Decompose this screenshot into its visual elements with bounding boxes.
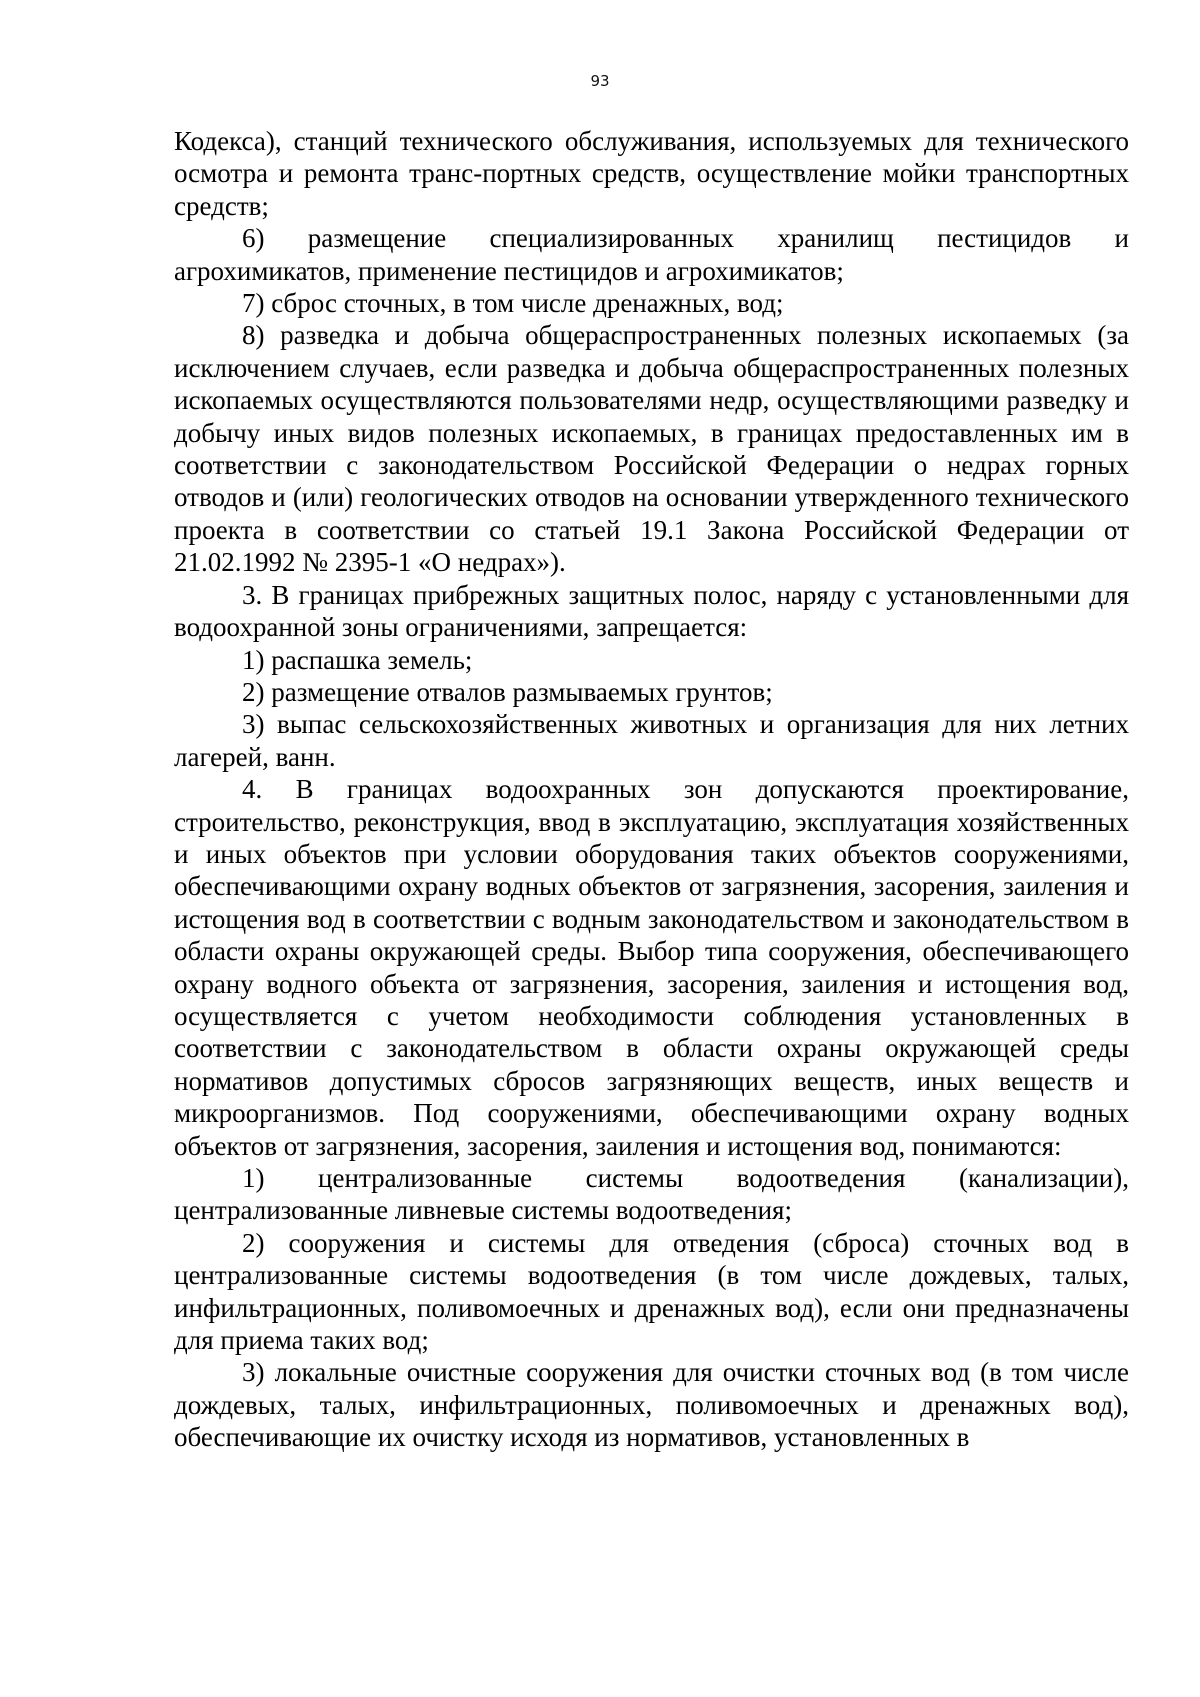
paragraph: 2) размещение отвалов размываемых грунтов; — [242, 676, 773, 707]
paragraph: 7) сброс сточных, в том числе дренажных, вод; — [242, 288, 784, 319]
paragraph: 1) распашка земель; — [242, 644, 473, 675]
paragraph: 6) размещение специализированных хранилищ пестицидов и агрохимикатов, применение пестицидов и агрохимикатов; — [174, 223, 1129, 286]
page-number: 93 — [590, 72, 610, 90]
paragraph: 3. В границах прибрежных защитных полос, наряду с установленными для водоохранной зоны ограничениями, запрещается: — [174, 579, 1129, 643]
document-body — [174, 125, 1129, 1454]
paragraph: 3) локальные очистные сооружения для очистки сточных вод (в том числе дождевых, талых, инфильтрационных, поливомоечных и дренажных вод), обеспечивающие их очистку исходя из нормативов, установленных в — [174, 1357, 1129, 1453]
paragraph: 8) разведка и добыча общераспространенных полезных ископаемых (за исключением случаев, если разведка и добыча общераспространенных полезных ископаемых осуществляются пользователями недр, осуществляющими разведку и добычу иных видов полезных ископаемых, в границах предоставленных им в соответствии с законодательством Российской Федерации о недрах горных отводов и (или) геологических отводов на основании утвержденного технического проекта в соответствии со статьей 19.1 Закона Российской Федерации от 21.02.1992 № 2395-1 «О недрах»). — [174, 320, 1129, 578]
paragraph: 3) выпас сельскохозяйственных животных и организация для них летних лагерей, ванн. — [174, 709, 1129, 772]
paragraph: Кодекса), станций технического обслуживания, используемых для технического осмотра и ремонта транс-портных средств, осуществление мойки транспортных средств; — [174, 126, 1129, 221]
paragraph: 4. В границах водоохранных зон допускаются проектирование, строительство, реконструкция, ввод в эксплуатацию, эксплуатация хозяйственных и иных объектов при условии оборудования таких объектов сооружениями, обеспечивающими охрану водных объектов от загрязнения, засорения, заиления и истощения вод в соответствии с водным законодательством и законодательством в области охраны окружающей среды. Выбор типа сооружения, обеспечивающего охрану водного объекта от загрязнения, засорения, заиления и истощения вод, осуществляется с учетом необходимости соблюдения установленных в соответствии с законодательством в области охраны окружающей среды нормативов допустимых сбросов загрязняющих веществ, иных веществ и микроорганизмов. Под сооружениями, обеспечивающими охрану водных объектов от загрязнения, засорения, заиления и истощения вод, понимаются: — [174, 774, 1129, 1161]
paragraph: 1) централизованные системы водоотведения (канализации), централизованные ливневые системы водоотведения; — [174, 1163, 1129, 1226]
paragraph: 2) сооружения и системы для отведения (сброса) сточных вод в централизованные системы водоотведения (в том числе дождевых, талых, инфильтрационных, поливомоечных и дренажных вод), если они предназначены для приема таких вод; — [174, 1227, 1129, 1356]
